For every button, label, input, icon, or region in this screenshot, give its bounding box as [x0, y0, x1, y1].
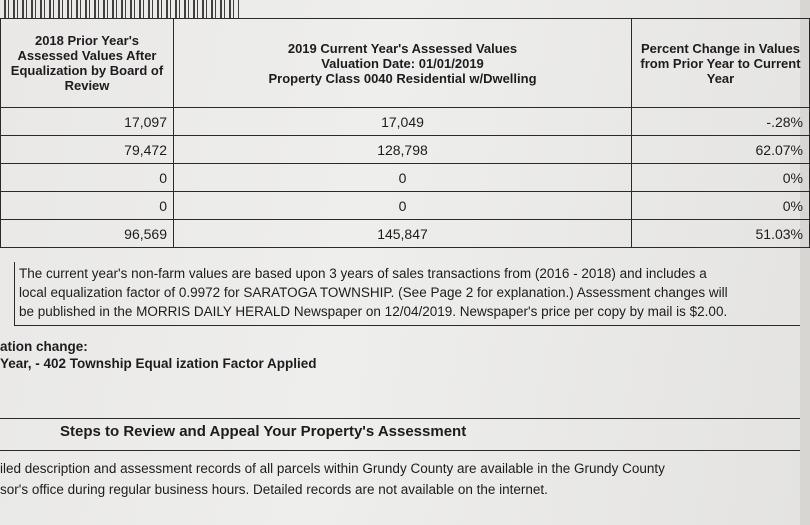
header-current-line1: 2019 Current Year's Assessed Values: [287, 40, 518, 56]
steps-section-body: [0, 458, 800, 500]
valuation-change-value: Year, - 402 Township Equal ization Factor Applied: [0, 356, 317, 371]
percent-change-cell: -.28%: [632, 108, 810, 136]
valuation-change-label: ation change:: [0, 339, 88, 354]
prior-value-cell: 0: [1, 164, 174, 192]
current-value-cell: 17,049: [174, 108, 632, 136]
barcode-strip: [4, 0, 239, 18]
steps-line-2: sor's office during regular business hours. Detailed records are not available on the internet.: [0, 482, 548, 497]
valuation-note: [14, 262, 800, 326]
current-value-cell: 0: [174, 192, 632, 220]
header-percent-change: Percent Change in Values from Prior Year to Current Year: [632, 19, 810, 108]
steps-section-title: Steps to Review and Appeal Your Property's Assessment: [60, 423, 467, 440]
percent-change-cell: 62.07%: [632, 136, 810, 164]
divider: [0, 450, 800, 451]
note-line-3: be published in the MORRIS DAILY HERALD Newspaper on 12/04/2019. Newspaper's price per copy by mail is $2.00.: [19, 304, 728, 319]
table-row: [1, 136, 810, 164]
current-total-cell: 145,847: [174, 220, 632, 248]
table-row-total: [1, 220, 810, 248]
header-current-year: [174, 19, 632, 108]
assessment-values-table: [0, 18, 810, 248]
percent-change-cell: 0%: [632, 164, 810, 192]
header-current-line3: Property Class 0040 Residential w/Dwelling: [268, 70, 537, 86]
table-row: [1, 164, 810, 192]
current-value-cell: 128,798: [174, 136, 632, 164]
prior-value-cell: 17,097: [1, 108, 174, 136]
percent-change-cell: 0%: [632, 192, 810, 220]
header-current-line2: Valuation Date: 01/01/2019: [321, 55, 484, 71]
prior-value-cell: 0: [1, 192, 174, 220]
prior-value-cell: 79,472: [1, 136, 174, 164]
current-value-cell: 0: [174, 164, 632, 192]
percent-total-cell: 51.03%: [632, 220, 810, 248]
table-row: [1, 108, 810, 136]
prior-total-cell: 96,569: [1, 220, 174, 248]
note-line-1: The current year's non-farm values are based upon 3 years of sales transactions from (2016 - 2018) and includes a: [19, 266, 707, 281]
table-row: [1, 192, 810, 220]
divider: [0, 418, 800, 419]
steps-line-1: iled description and assessment records of all parcels within Grundy County are available in the Grundy County: [0, 461, 665, 476]
header-prior-year: 2018 Prior Year's Assessed Values After Equalization by Board of Review: [1, 19, 174, 108]
note-line-2: local equalization factor of 0.9972 for SARATOGA TOWNSHIP. (See Page 2 for explanation.) Assessment changes will: [19, 285, 728, 300]
table-header-row: [1, 19, 810, 108]
